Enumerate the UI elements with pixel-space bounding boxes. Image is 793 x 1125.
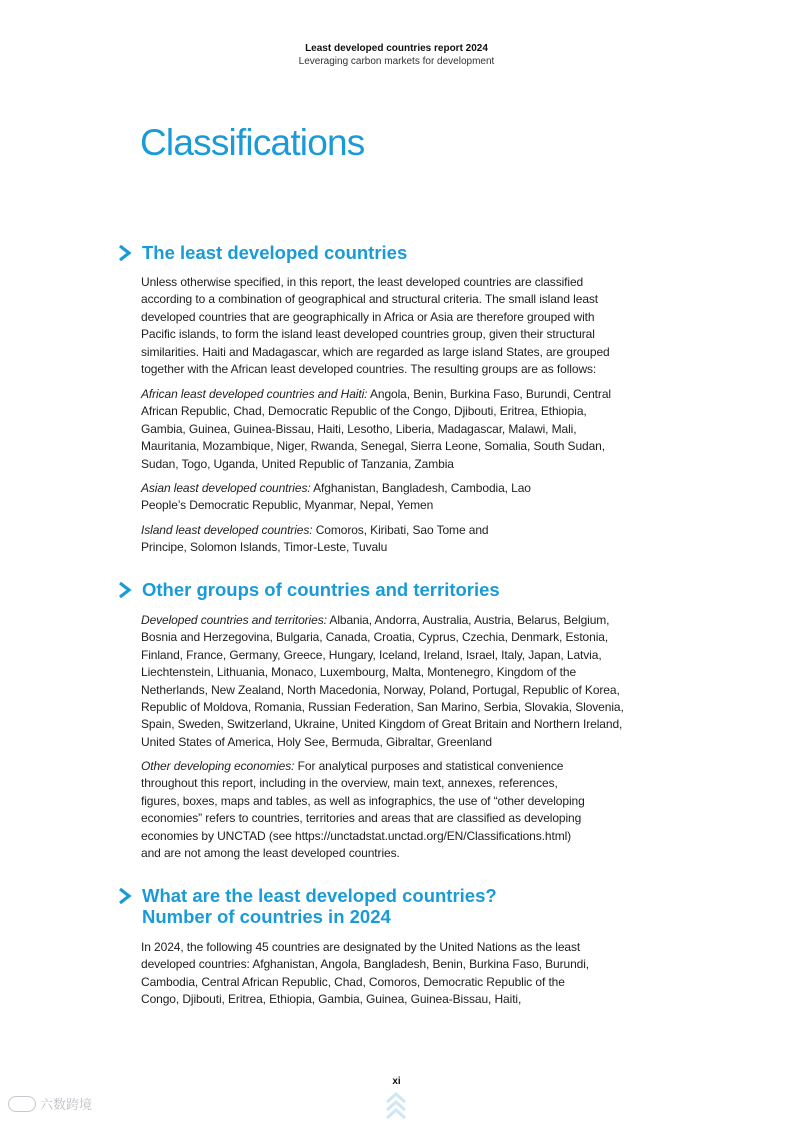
scroll-up-chevrons-icon[interactable] — [384, 1090, 408, 1125]
section-heading-other-groups — [118, 579, 500, 600]
ldc-intro-paragraph: Unless otherwise specified, in this report, the least developed countries are classified according to a combination of geographical and structural criteria. The small island least developed countries that are geographically in Africa or Asia are therefore grouped with Pacific islands, to form the island least developed countries group, given their structural similarities. Haiti and Madagascar, which are regarded as large island States, are grouped together with the African least developed countries. The resulting groups are as follows: — [141, 275, 610, 377]
other-developing-paragraph — [141, 758, 587, 862]
island-ldc-label: Island least developed countries: — [141, 523, 313, 537]
page-title: Classifications — [140, 122, 365, 163]
report-title: Least developed countries report 2024 — [305, 43, 488, 54]
watermark-text: 六数跨境 — [40, 1097, 93, 1112]
asian-ldc-label: Asian least developed countries: — [141, 481, 311, 495]
other-developing-text: For analytical purposes and statistical convenience throughout this report, including in the overview, main text, annexes, references, figures, boxes, maps and tables, as well as infographics, the use of “other developing economies” refers to countries, territories and areas that are classified as developing economies by UNCTAD (see https://unctadstat.unctad.org/EN/Classifications.html) and are not among the least developed countries. — [141, 759, 585, 861]
section-heading-what-are-ldcs — [118, 885, 497, 927]
developed-countries-list: Albania, Andorra, Australia, Austria, Belarus, Belgium, Bosnia and Herzegovina, Bulgaria, Canada, Croatia, Cyprus, Czechia, Denmark, Estonia, Finland, France, Germany, Greece, Hungary, Iceland, Ireland, Israel, Italy, Japan, Latvia, Liechtenstein, Lithuania, Monaco, Luxembourg, Malta, Montenegro, Kingdom of the Netherlands, New Zealand, North Macedonia, Norway, Poland, Portugal, Republic of Korea, Republic of Moldova, Romania, Russian Federation, San Marino, Serbia, Slovakia, Slovenia, Spain, Sweden, Switzerland, Ukraine, United Kingdom of Great Britain and Northern Ireland, United States of America, Holy See, Bermuda, Gibraltar, Greenland — [141, 613, 624, 749]
heading-line-2: Number of countries in 2024 — [142, 906, 391, 927]
african-ldc-list: Angola, Benin, Burkina Faso, Burundi, Central African Republic, Chad, Democratic Republic of the Congo, Djibouti, Eritrea, Ethiopia, Gambia, Guinea, Guinea-Bissau, Haiti, Lesotho, Liberia, Madagascar, Malawi, Mali, Mauritania, Mozambique, Niger, Rwanda, Senegal, Sierra Leone, Somalia, South Sudan, Sudan, Togo, Uganda, United Republic of Tanzania, Zambia — [141, 387, 611, 471]
island-ldc-list: Comoros, Kiribati, Sao Tome and Principe, Solomon Islands, Timor-Leste, Tuvalu — [141, 523, 489, 555]
chevron-right-icon — [118, 579, 142, 598]
running-header — [0, 42, 793, 68]
watermark-logo-icon — [8, 1096, 36, 1112]
section-heading-ldc — [118, 242, 407, 263]
developed-countries-label: Developed countries and territories: — [141, 613, 327, 627]
section-heading-text: The least developed countries — [142, 242, 408, 263]
section-heading-text: Other groups of countries and territories — [142, 579, 500, 600]
page-number: xi — [392, 1076, 401, 1087]
asian-ldc-paragraph — [141, 480, 531, 515]
ldc-2024-paragraph: In 2024, the following 45 countries are designated by the United Nations as the least developed countries: Afghanistan, Angola, Bangladesh, Benin, Burkina Faso, Burundi, Cambodia, Central African Republic, Chad, Comoros, Democratic Republic of the Congo, Djibouti, Eritrea, Ethiopia, Gambia, Guinea, Guinea-Bissau, Haiti, — [141, 940, 590, 1007]
watermark — [8, 1094, 92, 1113]
chevron-right-icon — [118, 242, 142, 261]
asian-ldc-list: Afghanistan, Bangladesh, Cambodia, Lao People’s Democratic Republic, Myanmar, Nepal, Yemen — [141, 481, 531, 513]
heading-line-1: What are the least developed countries? — [142, 885, 497, 906]
section-heading-text — [142, 885, 497, 927]
developed-countries-paragraph — [141, 612, 631, 751]
island-ldc-paragraph — [141, 522, 491, 557]
chevron-right-icon — [118, 885, 142, 904]
report-subtitle: Leveraging carbon markets for development — [298, 56, 495, 67]
african-ldc-label: African least developed countries and Haiti: — [141, 387, 368, 401]
african-ldc-paragraph — [141, 386, 621, 473]
other-developing-label: Other developing economies: — [141, 759, 295, 773]
